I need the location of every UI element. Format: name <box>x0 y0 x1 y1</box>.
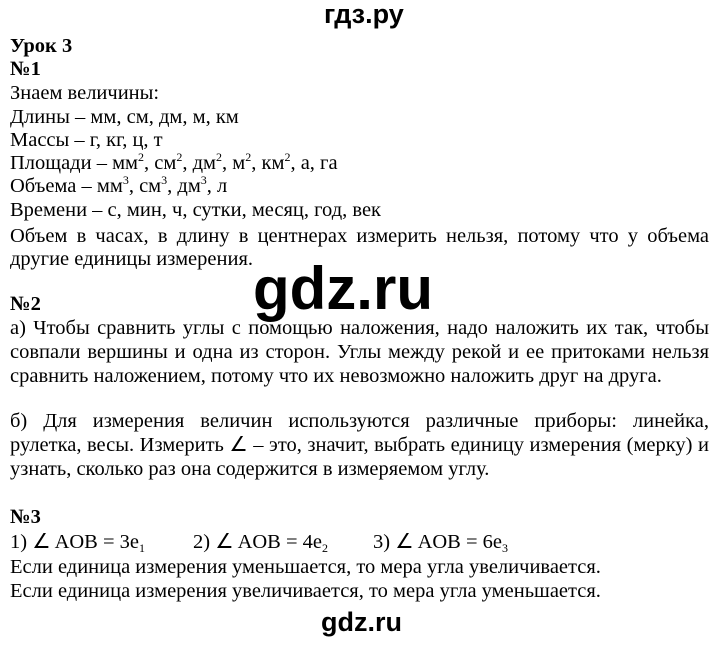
volume-unit: $см^3$, <box>139 173 178 197</box>
watermark-middle: gdz.ru <box>253 255 433 322</box>
task-3-answers <box>10 530 709 556</box>
task-3-heading: №3 <box>10 506 41 528</box>
area-unit: $м^2$, <box>232 150 262 174</box>
task-2b-line-3: узнать, сколько раз она содержится в измеряемом углу. <box>10 458 490 480</box>
task-1-conclusion-line-1: Объем в часах, в длину в центнерах измерить нельзя, потому что у объема <box>10 225 709 247</box>
volumes-label: Объема – <box>10 175 97 197</box>
task-2b-line-2: рулетка, весы. Измерить ∠ – это, значит, выбрать единицу измерения (мерку) и <box>10 434 709 456</box>
masses-line: Массы – г, кг, ц, т <box>10 129 163 151</box>
task-2-heading: №2 <box>10 293 41 315</box>
area-unit: $мм^2$, <box>112 150 155 174</box>
answer-1: 1) ∠ AOB = $3e_1$ <box>10 531 146 555</box>
time-line: Времени – с, мин, ч, сутки, месяц, год, век <box>10 199 382 221</box>
task-3-conclusion-2: Если единица измерения увеличивается, то мера угла уменьшается. <box>10 580 601 602</box>
task-3-conclusion-1: Если единица измерения уменьшается, то мера угла увеличивается. <box>10 556 601 578</box>
watermark-bottom: gdz.ru <box>321 607 402 637</box>
task-1-conclusion-line-2: другие единицы измерения. <box>10 248 253 270</box>
area-unit: $км^2$, а, га <box>261 150 338 174</box>
lengths-line: Длины – мм, см, дм, м, км <box>10 106 239 128</box>
lesson-title: Урок 3 <box>10 35 73 57</box>
areas-label: Площади – <box>10 152 113 174</box>
volumes-line <box>10 174 709 198</box>
task-1-intro: Знаем величины: <box>10 82 160 104</box>
answer-2: 2) ∠ AOB = $4e_2$ <box>193 531 329 555</box>
area-unit: $см^2$, <box>154 150 193 174</box>
volume-unit: $мм^3$, <box>96 173 140 197</box>
volume-unit: $дм^3$, л <box>177 173 228 197</box>
answer-3: 3) ∠ AOB = $6e_3$ <box>373 531 509 555</box>
watermark-top: гдз.ру <box>324 0 404 29</box>
area-unit: $дм^2$, <box>192 150 233 174</box>
task-2b-line-1: б) Для измерения величин используются различные приборы: линейка, <box>10 410 709 432</box>
task-2a-line-3: сравнить наложением, потому что их невозможно наложить друг на друга. <box>10 365 662 387</box>
task-2a-line-2: совпали вершины и одна из сторон. Углы между рекой и ее притоками нельзя <box>10 341 709 363</box>
task-1-heading: №1 <box>10 58 41 80</box>
task-2a-line-1: а) Чтобы сравнить углы с помощью наложения, надо наложить их так, чтобы <box>10 317 709 339</box>
areas-line <box>10 151 709 175</box>
